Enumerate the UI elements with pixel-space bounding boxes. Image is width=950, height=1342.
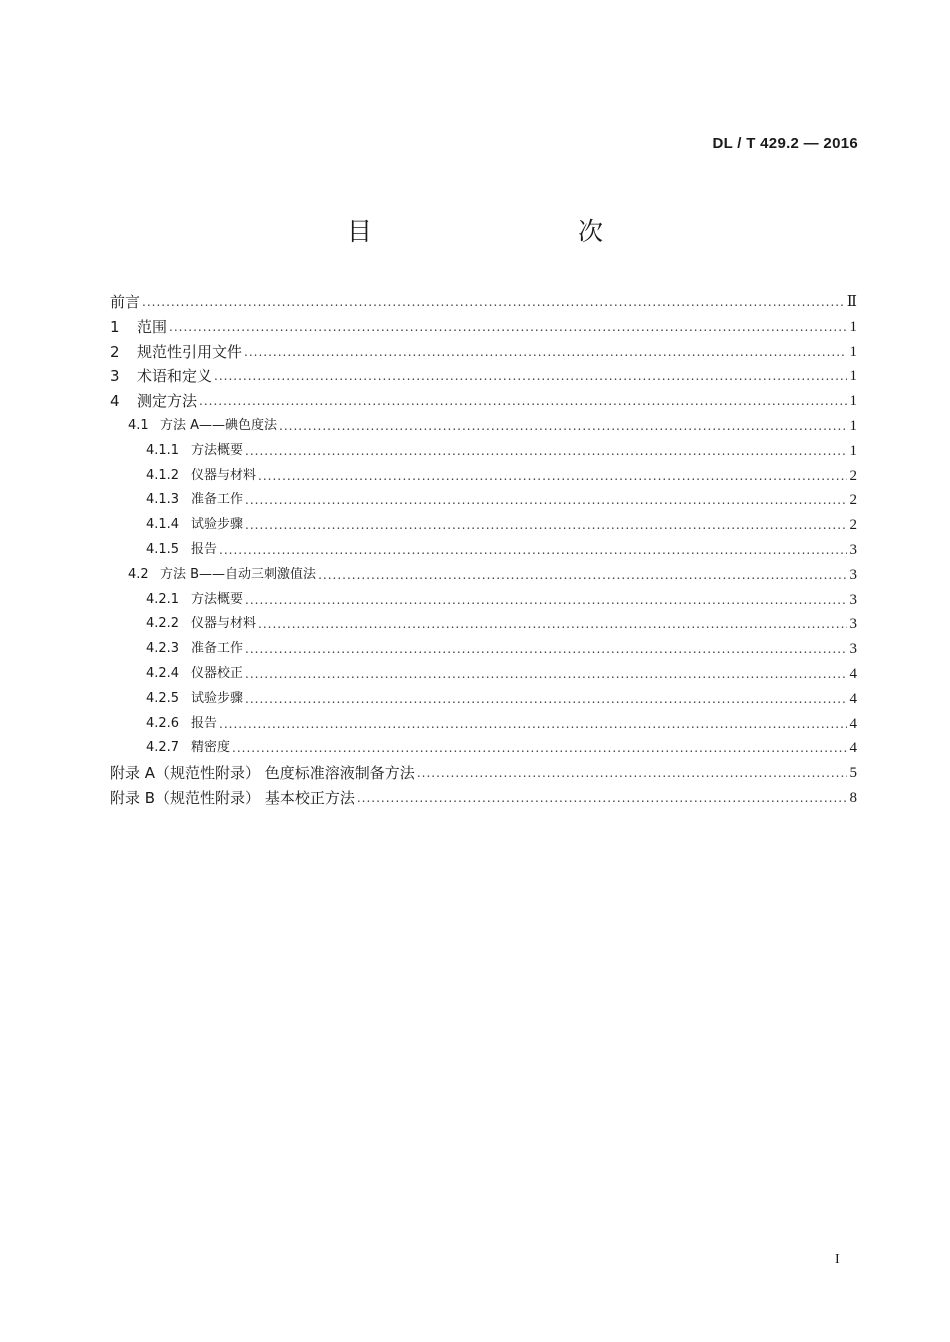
toc-entry[interactable] [110,761,857,786]
toc-entry[interactable] [110,364,857,389]
toc-entry-number: 4.1.5 [146,541,180,557]
dot-leader [199,389,847,414]
toc-entry[interactable] [110,488,857,513]
toc-entry-page: 3 [849,566,857,583]
toc-entry-number: 4.2.1 [146,591,180,607]
toc-entry-page: 2 [849,492,857,509]
toc-entry-page: 4 [849,665,857,682]
dot-leader [357,786,847,811]
toc-entry-number: 4.1.2 [146,467,180,483]
dot-leader [258,464,847,489]
dot-leader [219,538,847,563]
toc-entry-number: 2 [110,342,120,361]
toc-entry[interactable] [110,662,857,687]
dot-leader [232,736,847,761]
toc-entry-title: 前言 [110,293,141,311]
dot-leader [245,439,847,464]
dot-leader [219,712,847,737]
toc-entry-title: 附录 B（规范性附录） 基本校正方法 [110,788,355,807]
toc-entry[interactable] [110,340,857,365]
toc-entry-title: 附录 A（规范性附录） 色度标准溶液制备方法 [110,764,415,783]
toc-entry-title: 方法 A——碘色度法 [160,417,278,433]
table-of-contents [110,290,857,811]
toc-entry-page: 1 [849,368,857,385]
toc-entry-page: 3 [849,641,857,658]
toc-entry[interactable] [110,786,857,811]
toc-entry[interactable] [110,513,857,538]
toc-entry-number: 4.1 [128,417,149,433]
toc-entry-page: 3 [849,616,857,633]
dot-leader [245,513,847,538]
toc-entry[interactable] [110,389,857,414]
dot-leader [417,761,847,786]
toc-entry-title: 范围 [137,317,168,336]
toc-entry[interactable] [110,464,857,489]
toc-entry-number: 4.2.4 [146,665,180,681]
toc-entry-number: 4.2.3 [146,641,180,657]
dot-leader [245,588,847,613]
toc-entry-number: 4.2.2 [146,616,180,632]
toc-entry-number: 4.1.3 [146,492,180,508]
toc-entry-title: 精密度 [191,740,231,756]
toc-entry-title: 术语和定义 [137,367,213,386]
dot-leader [245,637,847,662]
toc-entry-number: 3 [110,367,120,386]
toc-entry-page: 2 [849,517,857,534]
toc-entry-title: 仪器与材料 [191,467,257,483]
dot-leader [245,687,847,712]
toc-entry-title: 方法概要 [191,442,244,458]
toc-entry-number: 4 [110,392,120,411]
toc-entry-page: Ⅱ [846,294,857,310]
toc-entry[interactable] [110,290,857,315]
toc-entry-page: 1 [849,393,857,410]
toc-entry[interactable] [110,736,857,761]
toc-entry[interactable] [110,612,857,637]
toc-entry-title: 方法 B——自动三刺激值法 [160,566,317,582]
dot-leader [244,340,847,365]
toc-entry[interactable] [110,588,857,613]
toc-entry-page: 2 [849,467,857,484]
toc-entry-title: 方法概要 [191,591,244,607]
toc-entry-number: 4.1.1 [146,442,180,458]
toc-entry-page: 4 [849,715,857,732]
toc-entry-number: 4.2 [128,566,149,582]
toc-entry-number: 4.2.7 [146,740,180,756]
toc-entry-title: 仪器与材料 [191,616,257,632]
toc-entry[interactable] [110,687,857,712]
toc-entry-number: 4.2.5 [146,690,180,706]
toc-entry[interactable] [110,637,857,662]
toc-entry-title: 报告 [191,541,218,557]
dot-leader [258,612,847,637]
dot-leader [318,563,847,588]
toc-entry-page: 1 [849,318,857,335]
toc-entry-title: 报告 [191,715,218,731]
toc-entry[interactable] [110,538,857,563]
toc-entry-title: 准备工作 [191,641,244,657]
page-title: 目 次 [346,217,655,246]
toc-entry-page: 5 [849,765,857,782]
toc-entry[interactable] [110,563,857,588]
toc-entry-title: 测定方法 [137,392,198,411]
toc-entry-page: 1 [849,417,857,434]
toc-entry-page: 1 [849,343,857,360]
toc-entry-page: 3 [849,541,857,558]
toc-entry-title: 准备工作 [191,492,244,508]
page-number: I [835,1252,840,1267]
toc-entry-title: 试验步骤 [191,690,244,706]
toc-entry-page: 1 [849,442,857,459]
dot-leader [245,662,847,687]
dot-leader [279,414,847,439]
toc-entry-page: 4 [849,740,857,757]
dot-leader [214,364,847,389]
toc-entry[interactable] [110,315,857,340]
toc-entry[interactable] [110,414,857,439]
toc-entry-title: 规范性引用文件 [137,342,243,361]
toc-entry-page: 8 [849,789,857,806]
toc-entry-title: 仪器校正 [191,665,244,681]
toc-entry-page: 3 [849,591,857,608]
standard-code: DL / T 429.2 — 2016 [712,135,858,152]
toc-entry-number: 4.2.6 [146,715,180,731]
toc-entry[interactable] [110,712,857,737]
toc-entry-number: 1 [110,317,120,336]
dot-leader [169,315,847,340]
toc-entry-page: 4 [849,690,857,707]
toc-entry-title: 试验步骤 [191,517,244,533]
dot-leader [142,290,845,315]
dot-leader [245,488,847,513]
toc-entry-number: 4.1.4 [146,517,180,533]
toc-entry[interactable] [110,439,857,464]
